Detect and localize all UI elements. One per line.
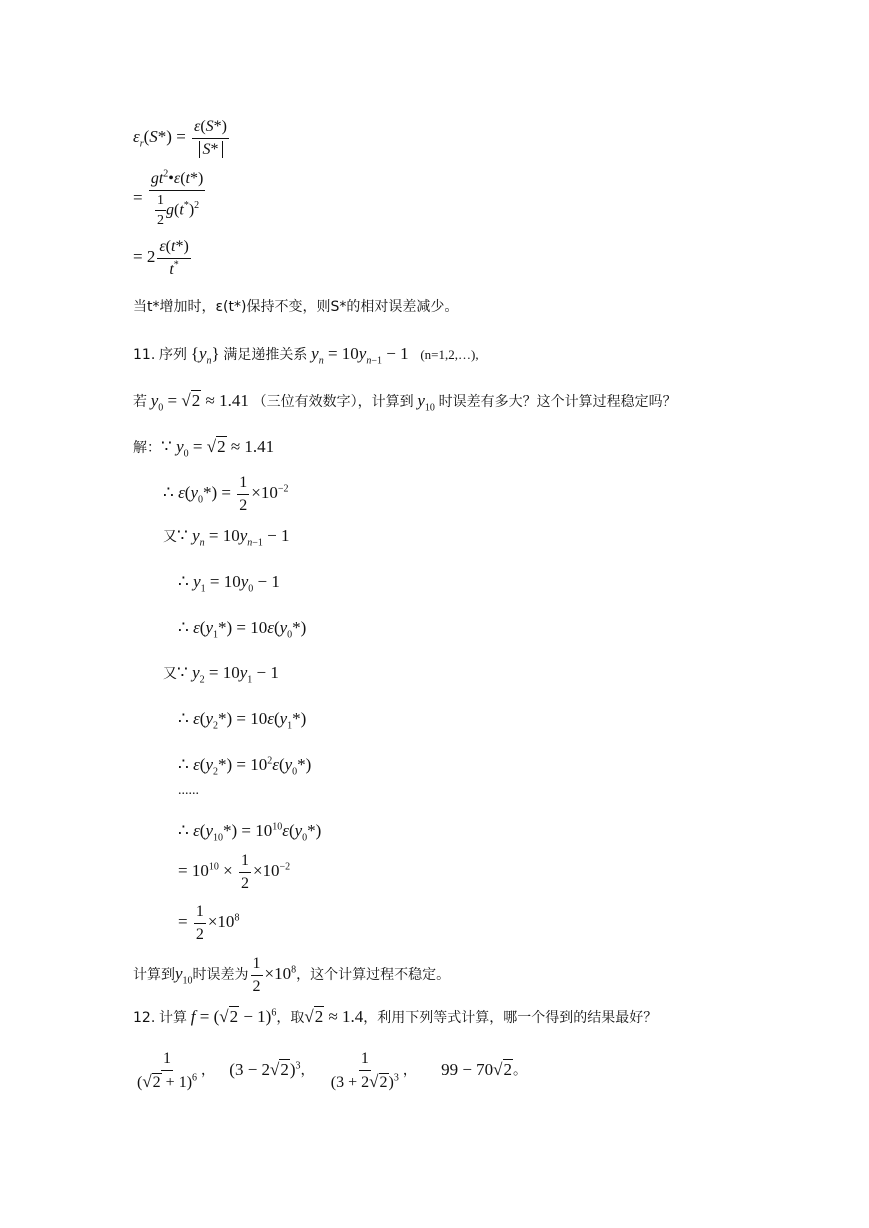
- ellipsis: ......: [178, 783, 199, 798]
- eq-rel-error-step2: = $gt^2•\varepsilon(t*)$ $\frac{1}{2}$ $g(t^*)^2$: [133, 168, 204, 228]
- q12-options: $\frac{1}{(√2 + 1)^6}$ ， $(3 - 2√2)^3$， $\frac{1}{(3 + 2√2)^3}$ ， 99 − 70√2。: [137, 1050, 528, 1091]
- q11-end-a: 计算到: [133, 967, 175, 983]
- end-mark: 。: [513, 1062, 528, 1079]
- q11-conclusion: 计算到$y_{10}$时误差为 $\frac{1}{2}$ $\times 10^8$，这个计算过程不稳定。: [133, 955, 451, 995]
- solution-label: 解：: [133, 440, 161, 456]
- eq-rel-error: $\varepsilon_r(S*)$ = $\frac{\varepsilon(S*)}{S*}$: [133, 118, 227, 158]
- sol-line-7: ∴ $\varepsilon(y_2*) = 10\varepsilon(y_1*)$: [178, 709, 307, 732]
- q11-text-c: 若: [133, 394, 147, 410]
- q12-number: 12.: [133, 1010, 156, 1026]
- you-label-2: 又: [163, 666, 177, 682]
- q11-end-b: 时误差为: [192, 967, 249, 983]
- q11-end-c: ，这个计算过程不稳定。: [296, 967, 451, 983]
- q11-text-d: 时误差有多大？这个计算过程稳定吗？: [438, 394, 677, 410]
- q11-statement-2: 若 $y_0 = √2 \approx 1.41$ （三位有效数字），计算到 $y_{10}$ 时误差有多大？这个计算过程稳定吗？: [133, 391, 677, 414]
- q12-text-b: ，取: [276, 1010, 305, 1026]
- q11-number: 11.: [133, 347, 156, 363]
- q11-text-b: 满足递推关系: [223, 347, 308, 363]
- q12-text-c: ，利用下列等式计算，哪一个得到的结果最好？: [363, 1010, 658, 1026]
- sol-line-11: = $\frac{1}{2}$ $\times 10^8$: [178, 903, 240, 943]
- sol-line-4: ∴ $y_1 = 10y_0 - 1$: [178, 572, 280, 595]
- sol-line-5: ∴ $\varepsilon(y_1*) = 10\varepsilon(y_0*)$: [178, 618, 307, 641]
- sep-1: ，: [201, 1062, 216, 1079]
- sep-3: ，: [402, 1062, 417, 1079]
- sol-line-8: ∴ $\varepsilon(y_2*) = 10^2\varepsilon(y_0*)$: [178, 755, 312, 778]
- sep-2: ，: [300, 1062, 315, 1079]
- sol-line-1: 解：∵ $y_0 = √2 \approx 1.41$: [133, 437, 275, 460]
- sol-line-2: ∴ $\varepsilon(y_0*)$ = $\frac{1}{2}$ $\times 10^{-2}$: [163, 474, 289, 514]
- eq-rel-error-step3: = 2 $\frac{\varepsilon(t*)}{t^*}$: [133, 238, 189, 278]
- conclusion-text: 当t*增加时，ε(t*)保持不变，则S*的相对误差减少。: [133, 299, 459, 315]
- q11-statement: 11. 序列 $\{y_n\}$ 满足递推关系 $y_n = 10y_{n-1} - 1$ (n=1,2,…),: [133, 344, 479, 367]
- q11-text-a: 序列: [159, 347, 188, 363]
- sol-line-9: ∴ $\varepsilon(y_{10}*) = 10^{10}\varepsilon(y_0*)$: [178, 821, 322, 844]
- q11-range: (n=1,2,…),: [420, 347, 479, 362]
- sol-line-10: = $10^{10}$ × $\frac{1}{2}$ $\times 10^{-2}$: [178, 852, 291, 892]
- sol-line-3: 又∵ $y_n = 10y_{n-1} - 1$: [163, 526, 290, 549]
- q11-note: （三位有效数字），计算到: [252, 394, 414, 410]
- q12-statement: 12. 计算 $f = (√2 - 1)^6$，取√2 ≈ 1.4，利用下列等式计算，哪一个得到的结果最好？: [133, 1007, 658, 1026]
- sol-line-6: 又∵ $y_2 = 10y_1 - 1$: [163, 663, 279, 686]
- you-label-1: 又: [163, 529, 177, 545]
- q12-text-a: 计算: [159, 1010, 188, 1026]
